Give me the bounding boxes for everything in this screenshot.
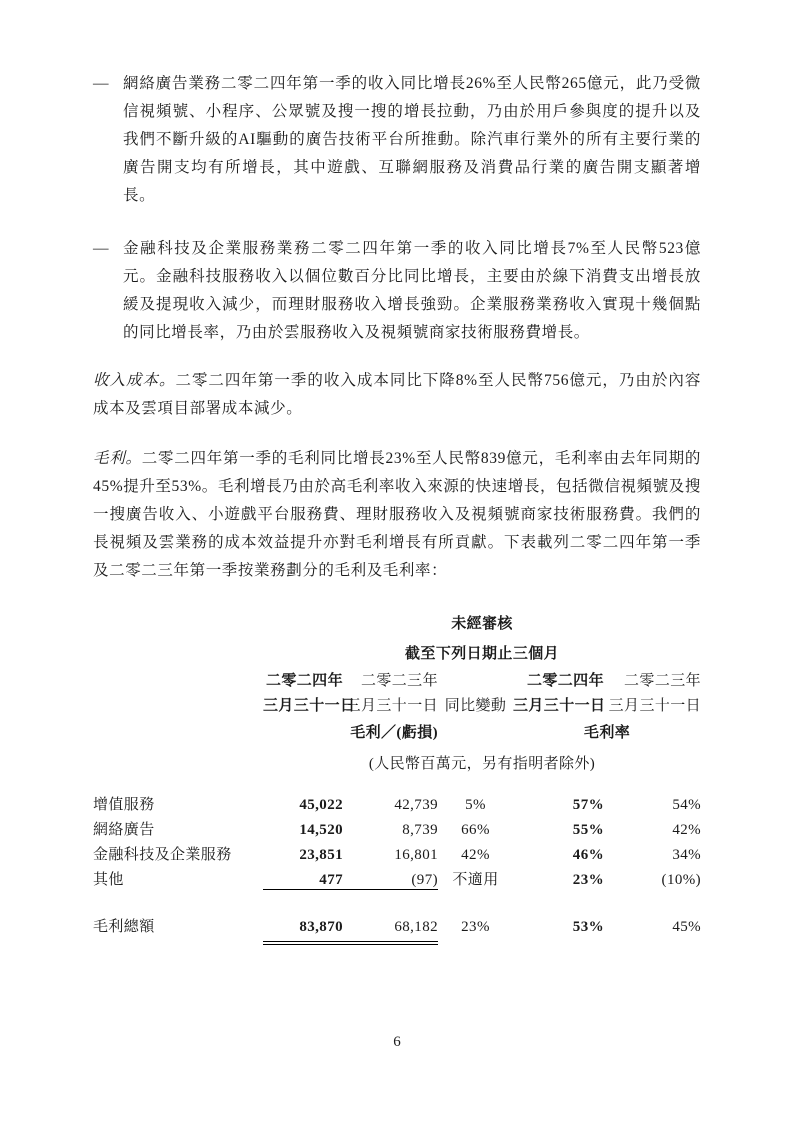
table-spacer [513, 936, 604, 945]
cell-gm-2024: 23% [572, 872, 604, 888]
double-rule-gp-2023 [343, 936, 438, 945]
cell-gm-2024: 55% [572, 822, 604, 838]
cell-yoy: 5% [465, 797, 486, 813]
cell-yoy: 42% [461, 847, 490, 863]
paragraph-body-gross-profit: 二零二四年第一季的毛利同比增長23%至人民幣839億元，毛利率由去年同期的45%提升至53%。毛利增長乃由於高毛利率收入來源的快速增長，包括微信視頻號及搜一搜廣告收入、小遊戲平台服務費、理財服務收入及視頻號商家技術服務費。我們的長視頻及雲業務的成本效益提升亦對毛利增長有所貢獻。下表載列二零二四年第一季及二零二三年第一季按業務劃分的毛利及毛利率： [93, 450, 701, 579]
paragraph-cost-of-revenues [93, 367, 701, 423]
table-header-year-2024-gp: 二零二四年 [265, 673, 343, 689]
table-row-vas [93, 789, 701, 814]
table-spacer [93, 889, 701, 911]
table-unit-note: (人民幣百萬元，另有指明者除外) [368, 756, 596, 772]
cell-yoy: 不適用 [452, 872, 499, 888]
table-header-date-2024-gm: 三月三十一日 [513, 698, 606, 714]
cell-gp-2023: 68,182 [394, 919, 438, 935]
bullet-text-online-advertising: 網絡廣告業務二零二四年第一季的收入同比增長26%至人民幣265億元，此乃受微信視頻號、小程序、公眾號及搜一搜的增長拉動，乃由於用戶參與度的提升以及我們不斷升級的AI驅動的廣告技術平台所推動。除汽車行業外的所有主要行業的廣告開支均有所增長，其中遊戲、互聯網服務及消費品行業的廣告開支顯著增長。 [123, 75, 701, 204]
cell-gp-2023: (97) [343, 864, 438, 889]
bullet-item-fintech-business-services [93, 235, 701, 347]
table-header-unaudited: 未經審核 [451, 616, 513, 632]
table-row-others [93, 864, 701, 889]
paragraph-body-cost-of-revenues: 二零二四年第一季的收入成本同比下降8%至人民幣756億元，乃由於內容成本及雲項目部署成本減少。 [93, 372, 701, 417]
table-header-empty [438, 663, 513, 690]
cell-yoy: 23% [461, 919, 490, 935]
table-label-spacer [93, 936, 263, 945]
table-row-total-gross-profit [93, 911, 701, 936]
paragraph-gross-profit [93, 445, 701, 585]
table-group-gross-profit: 毛利／(虧損) [350, 725, 438, 741]
row-label: 毛利總額 [93, 919, 155, 935]
bullet-text-fintech-business-services: 金融科技及企業服務業務二零二四年第一季的收入同比增長7%至人民幣523億元。金融科技服務收入以個位數百分比同比增長，主要由於線下消費支出增長放緩及提現收入減少，而理財服務收入增長強勁。企業服務業務收入實現十幾個點的同比增長率，乃由於雲服務收入及視頻號商家技術服務費增長。 [123, 240, 701, 341]
cell-gp-2024: 23,851 [299, 847, 343, 863]
cell-gp-2023: 16,801 [394, 847, 438, 863]
cell-yoy: 66% [461, 822, 490, 838]
row-label: 金融科技及企業服務 [93, 847, 232, 863]
table-spacer [438, 936, 513, 945]
table-header-empty [438, 715, 513, 742]
table-header-year-2023-gp: 二零二三年 [360, 673, 438, 689]
table-total-rule-row [93, 936, 701, 945]
table-group-gross-margin: 毛利率 [583, 725, 631, 741]
cell-gm-2023: (10%) [661, 872, 702, 888]
cell-gp-2024: 477 [263, 864, 343, 889]
cell-gp-2024: 45,022 [299, 797, 343, 813]
table-label-spacer [93, 715, 263, 742]
table-label-spacer [93, 742, 263, 773]
double-rule-gp-2024 [263, 936, 343, 945]
gross-profit-table [93, 607, 701, 945]
paragraph-lead-gross-profit: 毛利。 [93, 450, 142, 467]
bullet-dash: — [93, 240, 109, 257]
table-label-spacer [93, 690, 263, 715]
cell-gm-2023: 34% [672, 847, 702, 863]
table-header-date-2023-gp: 三月三十一日 [345, 698, 438, 714]
table-label-spacer [93, 663, 263, 690]
cell-gm-2023: 42% [672, 822, 702, 838]
table-header-year-2024-gm: 二零二四年 [526, 673, 604, 689]
table-header-date-2023-gm: 三月三十一日 [608, 698, 702, 714]
cell-gp-2023: 42,739 [394, 797, 438, 813]
cell-gm-2024: 57% [572, 797, 604, 813]
table-label-spacer [93, 607, 263, 633]
cell-gm-2023: 54% [672, 797, 702, 813]
cell-gp-2023: 8,739 [402, 822, 438, 838]
table-header-period: 截至下列日期止三個月 [405, 646, 560, 662]
table-header-date-2024-gp: 三月三十一日 [263, 698, 356, 714]
cell-gp-2024: 14,520 [299, 822, 343, 838]
bullet-item-online-advertising [93, 70, 701, 210]
paragraph-lead-cost-of-revenues: 收入成本。 [93, 372, 176, 389]
cell-gp-2024: 83,870 [299, 919, 343, 935]
table-row-fintech-business-services [93, 839, 701, 864]
row-label: 增值服務 [93, 797, 155, 813]
table-header-year-2023-gm: 二零二三年 [624, 673, 702, 689]
row-label: 其他 [93, 872, 124, 888]
cell-gm-2024: 53% [572, 919, 604, 935]
bullet-dash: — [93, 75, 109, 92]
page-number: 6 [393, 1034, 401, 1050]
row-label: 網絡廣告 [93, 822, 155, 838]
cell-gm-2023: 45% [672, 919, 702, 935]
table-spacer [604, 936, 701, 945]
table-header-yoy: 同比變動 [444, 698, 507, 714]
table-label-spacer [93, 633, 263, 663]
table-row-online-advertising [93, 814, 701, 839]
table-spacer [93, 773, 701, 789]
cell-gm-2024: 46% [572, 847, 604, 863]
page-content [93, 70, 701, 945]
